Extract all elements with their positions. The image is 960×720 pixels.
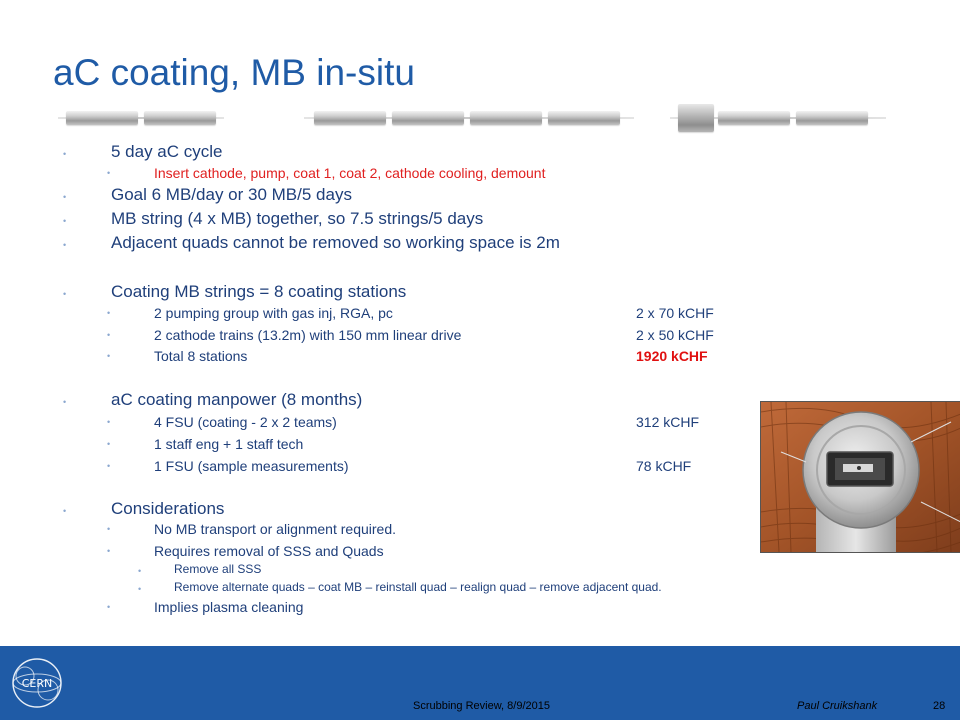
- bullet-icon: •: [63, 289, 67, 299]
- bullet-icon: •: [107, 308, 111, 318]
- magnet-string-diagram: [58, 100, 888, 136]
- dipole-magnet: [314, 111, 386, 125]
- slide-footer: [0, 646, 960, 720]
- dipole-magnet: [66, 111, 138, 125]
- svg-text:CERN: CERN: [21, 677, 53, 690]
- bullet-icon: •: [63, 506, 67, 516]
- list-subitem: 2 pumping group with gas inj, RGA, pc: [154, 305, 393, 321]
- cost-value: 2 x 50 kCHF: [636, 327, 714, 343]
- slide-title: aC coating, MB in-situ: [53, 52, 415, 93]
- list-item: Adjacent quads cannot be removed so working space is 2m: [111, 233, 560, 252]
- bullet-icon: •: [107, 439, 111, 449]
- bullet-icon: •: [63, 149, 67, 159]
- bullet-icon: •: [107, 524, 111, 534]
- list-subitem: Insert cathode, pump, coat 1, coat 2, cathode cooling, demount: [154, 165, 546, 181]
- bullet-icon: •: [63, 397, 67, 407]
- magnet-group-left: [58, 100, 228, 136]
- dipole-magnet: [144, 111, 216, 125]
- list-item: MB string (4 x MB) together, so 7.5 strings/5 days: [111, 209, 484, 228]
- bullet-icon: •: [107, 602, 111, 612]
- magnet-end-photo: [760, 401, 960, 553]
- list-subitem: 1 FSU (sample measurements): [154, 458, 349, 474]
- cost-value: 312 kCHF: [636, 414, 700, 430]
- dipole-magnet: [548, 111, 620, 125]
- quadrupole-magnet: [678, 104, 714, 132]
- bullet-icon: •: [63, 216, 67, 226]
- list-subitem: 1 staff eng + 1 staff tech: [154, 436, 304, 452]
- list-subsubitem: Remove alternate quads – coat MB – reinstall quad – realign quad – remove adjacent quad.: [174, 580, 662, 594]
- cost-value: 78 kCHF: [636, 458, 692, 474]
- cost-value: 2 x 70 kCHF: [636, 305, 714, 321]
- bullet-icon: •: [107, 461, 111, 471]
- list-subitem: No MB transport or alignment required.: [154, 521, 396, 537]
- bullet-icon: •: [107, 351, 111, 361]
- dipole-magnet: [470, 111, 542, 125]
- list-item: 5 day aC cycle: [111, 142, 223, 161]
- list-subitem: Implies plasma cleaning: [154, 599, 304, 615]
- list-subitem: Total 8 stations: [154, 348, 248, 364]
- footer-event: Scrubbing Review, 8/9/2015: [413, 700, 550, 712]
- list-subitem: Requires removal of SSS and Quads: [154, 543, 384, 559]
- bullet-icon: •: [107, 546, 111, 556]
- bullet-icon: •: [107, 417, 111, 427]
- dipole-magnet: [718, 111, 790, 125]
- bullet-icon: •: [63, 240, 67, 250]
- list-item: aC coating manpower (8 months): [111, 390, 363, 409]
- dipole-magnet: [796, 111, 868, 125]
- bullet-icon: •: [107, 168, 111, 178]
- list-item: Coating MB strings = 8 coating stations: [111, 282, 407, 301]
- cern-logo-icon: [10, 656, 64, 710]
- magnet-group-right: [670, 100, 888, 136]
- magnet-group-middle: [304, 100, 634, 136]
- list-item: Goal 6 MB/day or 30 MB/5 days: [111, 185, 352, 204]
- page-number: 28: [933, 700, 946, 712]
- list-item: Considerations: [111, 499, 225, 518]
- footer-author: Paul Cruikshank: [797, 700, 878, 712]
- dipole-magnet: [392, 111, 464, 125]
- bullet-icon: •: [63, 192, 67, 202]
- bullet-icon: •: [138, 584, 142, 594]
- list-subitem: 4 FSU (coating - 2 x 2 teams): [154, 414, 337, 430]
- bullet-icon: •: [107, 330, 111, 340]
- list-subitem: 2 cathode trains (13.2m) with 150 mm linear drive: [154, 327, 462, 343]
- list-subsubitem: Remove all SSS: [174, 562, 262, 576]
- bullet-icon: •: [138, 566, 142, 576]
- total-cost-value: 1920 kCHF: [636, 348, 708, 364]
